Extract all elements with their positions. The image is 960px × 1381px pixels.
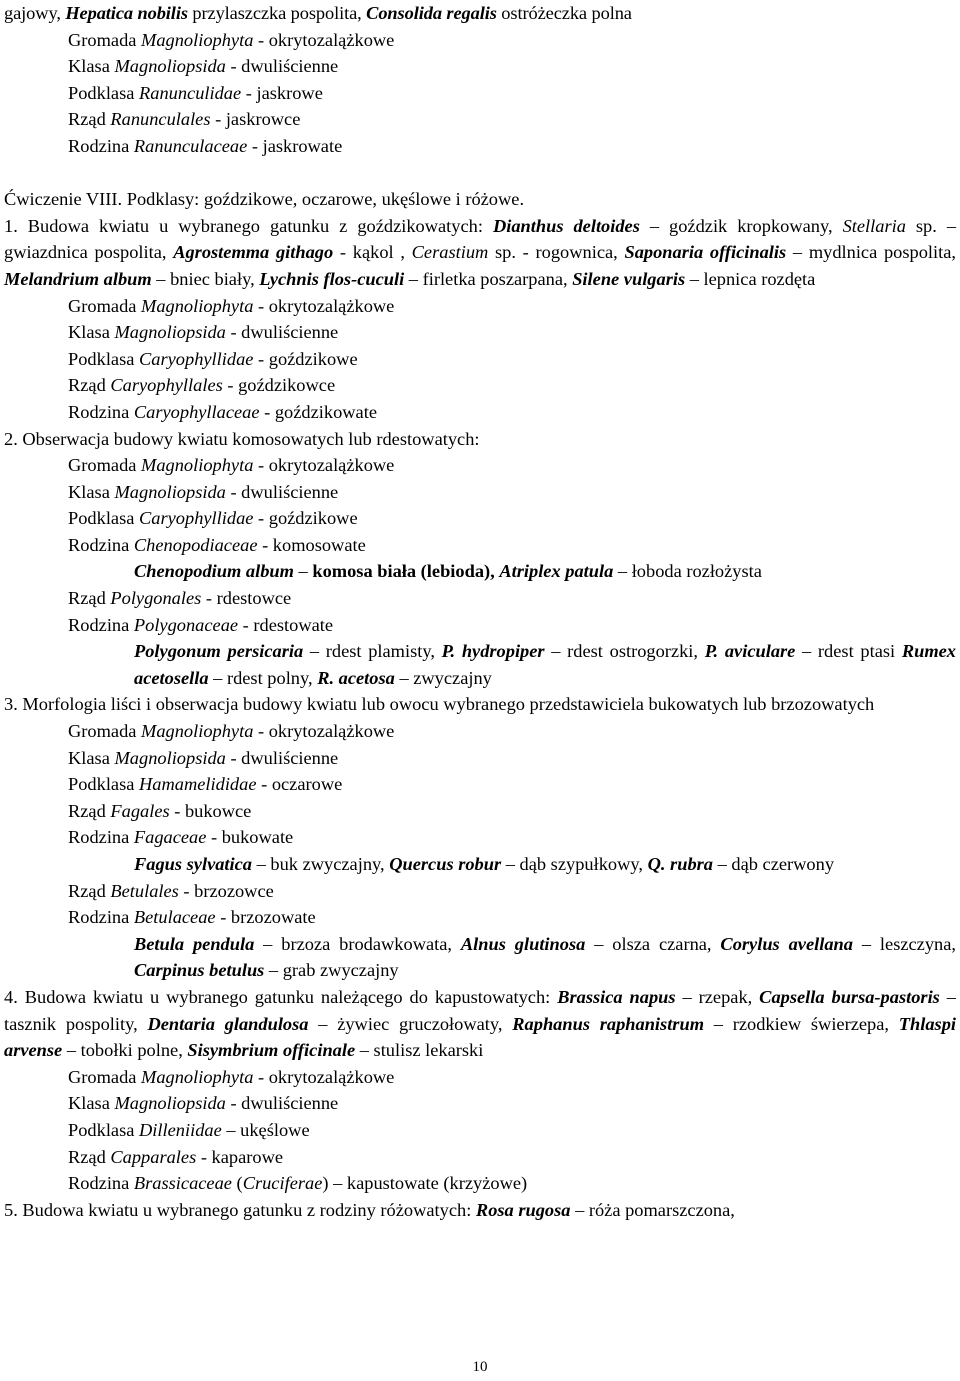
text-run: Klasa [68, 481, 115, 502]
taxonomy-line [4, 878, 956, 905]
text-run: Gromada [68, 455, 142, 476]
text-run: - dwuliścienne [225, 1093, 339, 1114]
text-run: - dwuliścienne [225, 747, 339, 768]
text-run: – mydlnica pospolita, [786, 242, 956, 263]
taxon-name: Polygonum persicaria [134, 641, 304, 662]
taxon-name: Corylus avellana [720, 933, 853, 954]
taxon-name: Sisymbrium officinale [187, 1040, 356, 1061]
taxonomy-ranunculidae [4, 27, 956, 160]
taxon-name: P. hydropiper [441, 641, 545, 662]
taxonomy-line [4, 479, 956, 506]
taxonomy-line [4, 1117, 956, 1144]
text-run: Rodzina [68, 614, 134, 635]
taxon-name: Betulales [110, 880, 179, 901]
text-run: – rdest ptasi [795, 641, 902, 662]
text-run: Gromada [68, 295, 142, 316]
taxonomy-line [4, 53, 956, 80]
text-run: - brzozowate [215, 907, 316, 928]
text-run: – tasznik pospolity, [4, 986, 956, 1034]
taxon-name: Consolida regalis [366, 3, 497, 23]
text-run: Klasa [68, 747, 115, 768]
taxon-name: Chenopodium album [134, 561, 294, 582]
text-run: - goździkowate [259, 401, 377, 422]
text-run: - jaskrowate [247, 135, 343, 156]
text-run: – bniec biały, [151, 268, 260, 289]
taxon-name: Fagales [110, 800, 170, 821]
text-run: - okrytozalążkowe [253, 721, 395, 742]
text-run: Rodzina [68, 135, 134, 156]
section-5-paragraph [4, 1197, 956, 1224]
text-run: - brzozowce [178, 880, 274, 901]
text-run: Rodzina [68, 907, 134, 928]
section-3-paragraph [4, 691, 956, 718]
taxon-name: Brassica napus [557, 986, 676, 1007]
taxon-name: P. aviculare [704, 641, 796, 662]
text-run: – rzepak, [675, 986, 760, 1007]
taxon-name: Cerastium [411, 242, 489, 263]
text-run: – lepnica rozdęta [685, 268, 816, 289]
taxon-name: Polygonaceae [133, 614, 239, 635]
taxon-name: Capsella bursa-pastoris [759, 986, 940, 1007]
taxonomy-line [4, 771, 956, 798]
text-run: Rząd [68, 109, 111, 130]
text-run: – firletka poszarpana, [404, 268, 573, 289]
taxonomy-line [4, 532, 956, 559]
taxon-name: Saponaria officinalis [624, 242, 787, 263]
taxon-name: Hepatica nobilis [65, 3, 188, 23]
text-run: - kaparowe [196, 1146, 284, 1167]
text-run: Rząd [68, 588, 111, 609]
text-run: Rodzina [68, 1173, 134, 1194]
section-4-paragraph [4, 984, 956, 1064]
taxon-name: Rumex acetosella [134, 641, 956, 688]
taxonomy-line [4, 798, 956, 825]
taxon-name: Fagaceae [133, 827, 207, 848]
taxon-name: Carpinus betulus [134, 960, 265, 981]
taxon-name: Dilleniidae [139, 1119, 222, 1140]
taxon-name: Caryophyllales [110, 375, 223, 396]
text-run: Rodzina [68, 827, 134, 848]
text-run: Rodzina [68, 401, 134, 422]
taxonomy-line [4, 80, 956, 107]
text-run: przylaszczka pospolita, [187, 3, 367, 23]
taxon-name: Lychnis flos-cuculi [259, 268, 405, 289]
text-run: sp. – gwiazdnica pospolita, [4, 215, 957, 263]
taxon-name: Caryophyllaceae [133, 401, 260, 422]
page-number: 10 [472, 1359, 488, 1375]
taxon-name: Polygonales [110, 588, 202, 609]
text-run: 3. Morfologia liści i obserwacja budowy kwiatu lub owocu wybranego przedstawiciela bukowatych lub brzozowatych [4, 694, 875, 715]
taxon-name: R. acetosa [317, 667, 395, 688]
taxonomy-line [4, 27, 956, 54]
text-run: – róża pomarszczona, [570, 1199, 735, 1220]
text-run: - jaskrowce [210, 109, 301, 130]
taxon-name: Alnus glutinosa [460, 933, 586, 954]
text-run: Podklasa [68, 348, 140, 369]
text-run: 2. Obserwacja budowy kwiatu komosowatych lub rdestowatych: [4, 428, 480, 449]
taxon-name: Stellaria [842, 215, 906, 236]
taxon-name: Dianthus deltoides [492, 215, 640, 236]
taxonomy-line [4, 1090, 956, 1117]
text-run: sp. - rogownica, [488, 242, 625, 263]
taxon-name: Quercus robur [389, 854, 502, 874]
text-run: Rząd [68, 880, 111, 901]
taxon-name: Ranunculaceae [133, 135, 248, 156]
text-run: gajowy, [4, 3, 66, 23]
text-run: - dwuliścienne [225, 56, 339, 77]
taxonomy-brassicaceae [4, 1064, 956, 1197]
text-run: - kąkol , [333, 242, 412, 263]
text-run: - okrytozalążkowe [253, 29, 395, 50]
taxon-name: Magnoliopsida [114, 322, 226, 343]
text-run: Podklasa [68, 774, 140, 795]
text-run: - bukowce [169, 800, 252, 821]
text-run: ( [231, 1173, 243, 1194]
taxon-name: Betula pendula [134, 933, 255, 954]
taxonomy-line [4, 319, 956, 346]
text-run: 1. Budowa kwiatu u wybranego gatunku z goździkowatych: [4, 215, 493, 236]
text-run: Gromada [68, 721, 142, 742]
text-run: Podklasa [68, 82, 140, 103]
taxon-name: komosa biała (lebioda), [312, 561, 495, 582]
taxonomy-line [4, 372, 956, 399]
taxon-name: Ranunculales [110, 109, 211, 130]
text-run: – grab zwyczajny [264, 960, 399, 981]
taxon-name: Rosa rugosa [475, 1199, 571, 1220]
taxon-name: Magnoliopsida [114, 481, 226, 502]
taxon-name: Atriplex patula [499, 561, 614, 582]
text-run: - okrytozalążkowe [253, 455, 395, 476]
text-run: – łoboda rozłożysta [613, 561, 762, 582]
text-run: - okrytozalążkowe [253, 1066, 395, 1087]
intro-line [4, 0, 956, 27]
taxonomy-line [4, 133, 956, 160]
taxon-name: Silene vulgaris [572, 268, 686, 289]
taxonomy-line [4, 293, 956, 320]
taxonomy-line [4, 106, 956, 133]
taxonomy-line [4, 399, 956, 426]
taxonomy-line [4, 585, 956, 612]
text-run: – dąb czerwony [713, 854, 835, 874]
text-run: 4. Budowa kwiatu u wybranego gatunku należącego do kapustowatych: [4, 986, 558, 1007]
taxonomy-line [4, 1144, 956, 1171]
text-run: – olsza czarna, [585, 933, 721, 954]
taxon-name: Magnoliophyta [141, 721, 254, 742]
taxon-name: Magnoliopsida [114, 1093, 226, 1114]
taxon-name: Betulaceae [133, 907, 216, 928]
taxon-name: Cruciferae [242, 1173, 323, 1194]
text-run: - jaskrowe [241, 82, 323, 103]
text-run: - goździkowe [253, 348, 358, 369]
text-run: ostróżeczka polna [496, 3, 632, 23]
species-list-polygonaceae [4, 638, 956, 691]
species-list-chenopodiaceae [4, 558, 956, 585]
text-run: – dąb szypułkowy, [501, 854, 648, 874]
taxon-name: Thlaspi arvense [4, 1013, 956, 1061]
text-run: – zwyczajny [394, 667, 492, 688]
taxon-name: Fagus sylvatica [134, 854, 253, 874]
text-run: – stulisz lekarski [355, 1040, 484, 1061]
text-run: - bukowate [206, 827, 294, 848]
text-run: - rdestowate [238, 614, 334, 635]
taxonomy-line [4, 346, 956, 373]
taxon-name: Agrostemma githago [173, 242, 334, 263]
taxonomy-line [4, 745, 956, 772]
text-run: – rdest polny, [208, 667, 318, 688]
text-run: - goździkowe [253, 508, 358, 529]
text-run: Klasa [68, 56, 115, 77]
text-run: - dwuliścienne [225, 322, 339, 343]
taxonomy-caryophyllidae [4, 293, 956, 426]
text-run: - rdestowce [201, 588, 292, 609]
taxon-name: Ranunculidae [139, 82, 242, 103]
taxon-name: Magnoliophyta [141, 295, 254, 316]
text-run: Rząd [68, 375, 111, 396]
taxon-name: Hamamelididae [139, 774, 257, 795]
text-run: - goździkowce [222, 375, 336, 396]
taxonomy-line [4, 505, 956, 532]
species-list-betulaceae [4, 931, 956, 984]
text-run: Gromada [68, 29, 142, 50]
taxonomy-line [4, 452, 956, 479]
taxonomy-betulaceae [4, 878, 956, 931]
taxonomy-line [4, 1170, 956, 1197]
taxonomy-chenopodiaceae [4, 452, 956, 558]
text-run: – [293, 561, 313, 582]
taxon-name: Brassicaceae [133, 1173, 232, 1194]
section-2-heading [4, 426, 956, 453]
text-run: – rdest plamisty, [303, 641, 442, 662]
text-run: Podklasa [68, 1119, 140, 1140]
taxon-name: Magnoliopsida [114, 56, 226, 77]
text-run: Podklasa [68, 508, 140, 529]
text-run: Klasa [68, 322, 115, 343]
taxon-name: Magnoliophyta [141, 29, 254, 50]
taxon-name: Q. rubra [647, 854, 713, 874]
taxonomy-line [4, 1064, 956, 1091]
text-run: - komosowate [257, 534, 366, 555]
text-run: Rząd [68, 800, 111, 821]
taxon-name: Caryophyllidae [139, 348, 254, 369]
text-run: - oczarowe [256, 774, 343, 795]
taxonomy-line [4, 904, 956, 931]
text-run: ) – kapustowate (krzyżowe) [322, 1173, 528, 1194]
text-run: – leszczyna, [852, 933, 956, 954]
taxonomy-line [4, 612, 956, 639]
text-run: - okrytozalążkowe [253, 295, 395, 316]
taxon-name: Caryophyllidae [139, 508, 254, 529]
section-1-paragraph [4, 213, 956, 293]
text-run: – brzoza brodawkowata, [254, 933, 461, 954]
taxon-name: Chenopodiaceae [133, 534, 258, 555]
text-run: – tobołki polne, [62, 1040, 188, 1061]
taxon-name: Magnoliophyta [141, 455, 254, 476]
species-list-fagaceae [4, 851, 956, 878]
text-run: – żywiec gruczołowaty, [308, 1013, 513, 1034]
text-run: – goździk kropkowany, [639, 215, 843, 236]
taxon-name: Raphanus raphanistrum [512, 1013, 704, 1034]
taxonomy-polygonaceae [4, 585, 956, 638]
text-run: – rdest ostrogorzki, [544, 641, 705, 662]
taxonomy-fagaceae [4, 718, 956, 851]
taxon-name: Magnoliopsida [114, 747, 226, 768]
taxon-name: Magnoliophyta [141, 1066, 254, 1087]
taxonomy-line [4, 824, 956, 851]
exercise-title: Ćwiczenie VIII. Podklasy: goździkowe, oczarowe, ukęślowe i różowe. [4, 189, 525, 210]
taxon-name: Dentaria glandulosa [147, 1013, 309, 1034]
text-run: Klasa [68, 1093, 115, 1114]
text-run: - dwuliścienne [225, 481, 339, 502]
text-run: Gromada [68, 1066, 142, 1087]
taxonomy-line [4, 718, 956, 745]
taxon-name: Melandrium album [4, 268, 152, 289]
text-run: Rząd [68, 1146, 111, 1167]
text-run: Rodzina [68, 534, 134, 555]
text-run: – rzodkiew świerzepa, [704, 1013, 899, 1034]
text-run: – buk zwyczajny, [252, 854, 390, 874]
taxon-name: Capparales [110, 1146, 197, 1167]
text-run: 5. Budowa kwiatu u wybranego gatunku z rodziny różowatych: [4, 1199, 476, 1220]
text-run: – ukęślowe [221, 1119, 310, 1140]
